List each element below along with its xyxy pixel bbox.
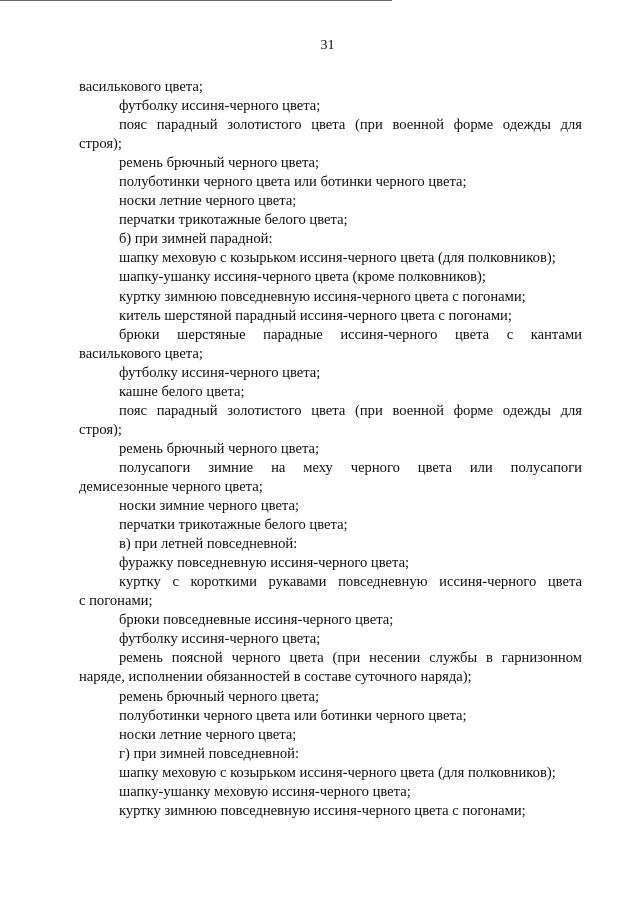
- text-line: строя);: [79, 136, 122, 153]
- text-line: шапку-ушанку иссиня-черного цвета (кроме полковников);: [119, 269, 486, 286]
- text-line: носки зимние черного цвета;: [119, 498, 300, 515]
- top-rule: [0, 0, 392, 1]
- text-line: василькового цвета;: [79, 345, 203, 362]
- text-line: куртку с короткими рукавами повседневную иссиня-черного цвета: [119, 574, 582, 591]
- text-line: б) при зимней парадной:: [119, 231, 273, 248]
- text-line: шапку меховую с козырьком иссиня-черного цвета (для полковников);: [119, 250, 556, 267]
- text-line: китель шерстяной парадный иссиня-черного цвета с погонами;: [119, 307, 512, 324]
- text-line: куртку зимнюю повседневную иссиня-черного цвета с погонами;: [119, 288, 526, 305]
- text-line: полуботинки черного цвета или ботинки черного цвета;: [119, 707, 467, 724]
- text-line: брюки повседневные иссиня-черного цвета;: [119, 612, 394, 629]
- text-line: наряде, исполнении обязанностей в составе суточного наряда);: [79, 669, 472, 686]
- page-number: 31: [320, 38, 335, 53]
- text-line: шапку-ушанку меховую иссиня-черного цвета;: [119, 783, 411, 800]
- text-line: куртку зимнюю повседневную иссиня-черного цвета с погонами;: [119, 802, 526, 819]
- text-line: носки летние черного цвета;: [119, 726, 297, 743]
- text-line: с погонами;: [79, 593, 153, 610]
- text-line: полуботинки черного цвета или ботинки черного цвета;: [119, 174, 467, 191]
- text-line: перчатки трикотажные белого цвета;: [119, 517, 348, 534]
- text-line: демисезонные черного цвета;: [79, 478, 263, 495]
- text-line: футболку иссиня-черного цвета;: [119, 98, 321, 115]
- document-body: [79, 78, 582, 821]
- text-line: носки летние черного цвета;: [119, 193, 297, 210]
- text-line: брюки шерстяные парадные иссиня-черного цвета с кантами: [119, 326, 582, 343]
- text-line: строя);: [79, 421, 122, 438]
- text-line: футболку иссиня-черного цвета;: [119, 364, 321, 381]
- text-line: ремень брючный черного цвета;: [119, 688, 320, 705]
- text-line: шапку меховую с козырьком иссиня-черного цвета (для полковников);: [119, 764, 556, 781]
- text-line: пояс парадный золотистого цвета (при военной форме одежды для: [119, 402, 582, 419]
- text-line: кашне белого цвета;: [119, 383, 245, 400]
- text-line: в) при летней повседневной:: [119, 536, 298, 553]
- text-line: г) при зимней повседневной:: [119, 745, 300, 762]
- text-line: ремень брючный черного цвета;: [119, 155, 320, 172]
- text-line: ремень брючный черного цвета;: [119, 440, 320, 457]
- text-line: перчатки трикотажные белого цвета;: [119, 212, 348, 229]
- text-line: фуражку повседневную иссиня-черного цвета;: [119, 555, 410, 572]
- text-line: пояс парадный золотистого цвета (при военной форме одежды для: [119, 117, 582, 134]
- text-line: полусапоги зимние на меху черного цвета или полусапоги: [119, 459, 582, 476]
- text-line: василькового цвета;: [79, 79, 203, 95]
- text-line: ремень поясной черного цвета (при несении службы в гарнизонном: [119, 650, 582, 667]
- text-line: футболку иссиня-черного цвета;: [119, 631, 321, 648]
